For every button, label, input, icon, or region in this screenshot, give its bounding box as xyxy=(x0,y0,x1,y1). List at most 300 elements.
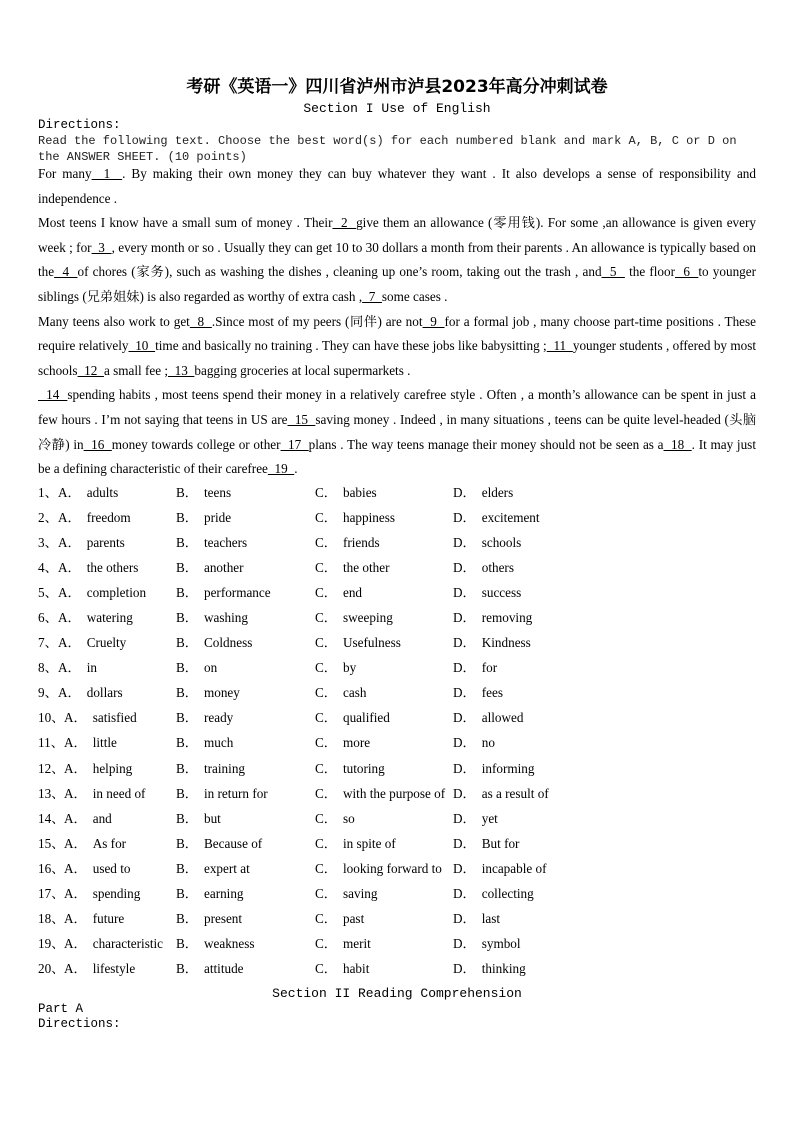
option-a xyxy=(38,655,97,680)
page-title: 考研《英语一》四川省泸州市泸县2023年高分冲刺试卷 xyxy=(186,77,608,97)
question-row xyxy=(38,831,758,856)
option-c xyxy=(315,906,364,931)
question-row xyxy=(38,630,758,655)
option-letter: D． xyxy=(453,760,476,776)
option-a xyxy=(38,705,137,730)
option-letter: B． xyxy=(176,660,198,676)
passage-paragraph xyxy=(38,211,756,309)
option-letter: A． xyxy=(64,860,87,876)
option-text: fees xyxy=(481,685,503,701)
option-b xyxy=(176,505,231,530)
option-a xyxy=(38,730,117,755)
option-text: friends xyxy=(342,535,380,551)
option-d xyxy=(453,881,534,906)
option-text: used to xyxy=(92,860,131,876)
option-d xyxy=(453,630,531,655)
option-letter: A． xyxy=(58,560,81,576)
option-text: the other xyxy=(342,560,390,576)
option-letter: B． xyxy=(176,960,198,976)
numbered-blank: 11 xyxy=(546,338,573,354)
option-text: qualified xyxy=(342,710,390,726)
option-text: collecting xyxy=(481,885,534,901)
option-text: teens xyxy=(203,485,232,500)
option-d xyxy=(453,555,514,580)
option-text: in return for xyxy=(203,785,268,801)
option-d xyxy=(453,756,534,781)
option-b xyxy=(176,680,240,705)
option-text: present xyxy=(203,910,243,926)
option-b xyxy=(176,956,244,981)
option-text: end xyxy=(342,585,363,601)
option-a xyxy=(38,605,133,630)
option-text: in spite of xyxy=(342,835,396,851)
numbered-blank: 6 xyxy=(675,264,699,280)
option-text: and xyxy=(92,810,112,826)
option-b xyxy=(176,856,250,881)
passage-text: . xyxy=(294,461,298,477)
question-row xyxy=(38,555,758,580)
option-d xyxy=(453,580,521,605)
question-number: 16、 xyxy=(38,860,65,876)
option-d xyxy=(453,781,549,806)
option-c xyxy=(315,781,445,806)
option-text: sweeping xyxy=(342,610,393,626)
numbered-blank: 17 xyxy=(280,436,309,452)
option-text: for xyxy=(481,660,498,676)
option-letter: D． xyxy=(453,710,476,726)
option-letter: C． xyxy=(315,885,337,901)
option-a xyxy=(38,480,118,505)
option-c xyxy=(315,831,396,856)
numbered-blank: 8 xyxy=(189,313,212,329)
section1-heading: Section I Use of English xyxy=(303,101,491,116)
option-text: incapable of xyxy=(481,860,547,876)
part-a-label: Part A xyxy=(38,1002,84,1016)
option-text: adults xyxy=(86,485,119,500)
option-letter: A． xyxy=(58,685,81,701)
option-letter: A． xyxy=(64,760,87,776)
option-text: lifestyle xyxy=(92,960,136,976)
option-letter: B． xyxy=(176,735,198,751)
option-letter: A． xyxy=(64,935,87,951)
passage-text: money towards college or other xyxy=(111,436,281,452)
option-letter: A． xyxy=(64,810,87,826)
option-text: tutoring xyxy=(342,760,385,776)
question-number: 17、 xyxy=(38,885,65,901)
passage-text: the floor xyxy=(624,264,676,280)
option-text: helping xyxy=(92,760,133,776)
option-letter: C． xyxy=(315,785,337,801)
option-letter: C． xyxy=(315,835,337,851)
numbered-blank: 16 xyxy=(83,436,112,452)
option-letter: C． xyxy=(315,685,337,701)
option-letter: B． xyxy=(176,710,198,726)
option-letter: C． xyxy=(315,935,337,951)
option-letter: D． xyxy=(453,585,476,601)
passage-text: .Since most of my peers (同伴) are not xyxy=(211,313,423,329)
question-row xyxy=(38,856,758,881)
option-letter: B． xyxy=(176,535,198,551)
passage-text: some cases . xyxy=(381,288,448,304)
option-d xyxy=(453,505,540,530)
option-letter: D． xyxy=(453,885,476,901)
question-row xyxy=(38,680,758,705)
option-b xyxy=(176,705,233,730)
passage-text: give them an allowance (零用钱). For some ,an allowance is given every week ; for xyxy=(38,215,756,255)
option-d xyxy=(453,931,521,956)
passage-text: Many teens also work to get xyxy=(38,313,190,329)
option-letter: A． xyxy=(58,510,81,526)
option-letter: D． xyxy=(453,835,476,851)
option-a xyxy=(38,555,138,580)
question-number: 11、 xyxy=(38,735,64,751)
option-letter: B． xyxy=(176,760,198,776)
question-row xyxy=(38,480,758,505)
option-c xyxy=(315,705,390,730)
option-b xyxy=(176,756,245,781)
option-text: the others xyxy=(86,560,139,576)
option-letter: C． xyxy=(315,660,337,676)
option-letter: B． xyxy=(176,510,198,526)
option-letter: A． xyxy=(64,885,87,901)
option-text: more xyxy=(342,735,371,751)
option-c xyxy=(315,756,385,781)
option-text: money xyxy=(203,685,240,701)
option-letter: B． xyxy=(176,485,198,500)
option-letter: B． xyxy=(176,635,198,651)
option-c xyxy=(315,730,370,755)
option-d xyxy=(453,856,547,881)
option-text: thinking xyxy=(481,960,526,976)
option-letter: A． xyxy=(58,635,81,651)
question-row xyxy=(38,705,758,730)
option-b xyxy=(176,931,255,956)
option-a xyxy=(38,680,123,705)
option-text: performance xyxy=(203,585,271,601)
option-text: earning xyxy=(203,885,244,901)
option-letter: C． xyxy=(315,735,337,751)
question-row xyxy=(38,931,758,956)
option-d xyxy=(453,605,532,630)
option-letter: D． xyxy=(453,660,476,676)
question-number: 20、 xyxy=(38,960,65,976)
option-a xyxy=(38,831,126,856)
option-b xyxy=(176,530,247,555)
numbered-blank: 3 xyxy=(91,239,112,255)
question-row xyxy=(38,730,758,755)
cloze-passage xyxy=(38,162,756,482)
option-letter: B． xyxy=(176,860,198,876)
numbered-blank: 9 xyxy=(422,313,445,329)
option-letter: C． xyxy=(315,760,337,776)
option-letter: C． xyxy=(315,535,337,551)
option-a xyxy=(38,781,145,806)
option-text: looking forward to xyxy=(342,860,442,876)
option-text: future xyxy=(92,910,125,926)
option-text: parents xyxy=(86,535,125,551)
option-text: Because of xyxy=(203,835,263,851)
option-text: as a result of xyxy=(481,785,549,801)
question-number: 4、 xyxy=(38,560,58,576)
option-letter: A． xyxy=(64,710,87,726)
option-b xyxy=(176,605,248,630)
option-text: so xyxy=(342,810,355,826)
option-text: but xyxy=(203,810,221,826)
option-letter: D． xyxy=(453,535,476,551)
option-d xyxy=(453,806,498,831)
option-letter: C． xyxy=(315,560,337,576)
question-number: 1、 xyxy=(38,485,58,500)
option-letter: C． xyxy=(315,610,337,626)
option-b xyxy=(176,655,217,680)
option-c xyxy=(315,806,355,831)
option-c xyxy=(315,580,362,605)
option-letter: A． xyxy=(64,960,87,976)
question-number: 19、 xyxy=(38,935,65,951)
option-letter: A． xyxy=(58,660,81,676)
option-letter: B． xyxy=(176,885,198,901)
option-letter: D． xyxy=(453,560,476,576)
option-d xyxy=(453,480,513,505)
section2-heading: Section II Reading Comprehension xyxy=(272,986,522,1001)
passage-text: younger students , offered by most schools xyxy=(38,338,757,378)
option-text: success xyxy=(481,585,522,601)
option-text: freedom xyxy=(86,510,131,526)
option-letter: B． xyxy=(176,835,198,851)
passage-text: bagging groceries at local supermarkets . xyxy=(194,362,411,378)
question-row xyxy=(38,505,758,530)
option-text: happiness xyxy=(342,510,395,526)
passage-text: spending habits , most teens spend their money in a relatively carefree style . Often , a month’s allowance can be spent in just a few hours . I’m not saying that teens in US are xyxy=(38,387,756,427)
option-text: by xyxy=(342,660,357,676)
numbered-blank: 7 xyxy=(362,288,382,304)
option-letter: A． xyxy=(58,610,81,626)
option-b xyxy=(176,906,242,931)
question-row xyxy=(38,956,758,981)
option-letter: A． xyxy=(58,535,81,551)
option-text: Kindness xyxy=(481,635,531,651)
question-row xyxy=(38,756,758,781)
option-text: others xyxy=(481,560,514,576)
numbered-blank: 4 xyxy=(54,264,78,280)
question-number: 6、 xyxy=(38,610,58,626)
option-text: cash xyxy=(342,685,367,701)
option-letter: B． xyxy=(176,585,198,601)
option-b xyxy=(176,806,221,831)
option-letter: D． xyxy=(453,910,476,926)
option-letter: B． xyxy=(176,935,198,951)
option-c xyxy=(315,956,369,981)
option-letter: B． xyxy=(176,610,198,626)
option-text: no xyxy=(481,735,495,751)
option-letter: A． xyxy=(64,835,87,851)
option-letter: D． xyxy=(453,510,476,526)
numbered-blank: 19 xyxy=(267,461,295,477)
option-d xyxy=(453,906,500,931)
option-letter: A． xyxy=(58,585,81,601)
option-letter: D． xyxy=(453,610,476,626)
passage-text: Most teens I know have a small sum of money . Their xyxy=(38,215,333,231)
option-a xyxy=(38,505,131,530)
option-letter: D． xyxy=(453,485,476,500)
option-b xyxy=(176,630,252,655)
option-d xyxy=(453,730,495,755)
option-text: satisfied xyxy=(92,710,137,726)
option-d xyxy=(453,680,503,705)
option-c xyxy=(315,931,371,956)
passage-paragraph xyxy=(38,310,756,384)
option-letter: D． xyxy=(453,935,476,951)
question-number: 5、 xyxy=(38,585,58,601)
option-text: attitude xyxy=(203,960,244,976)
option-text: expert at xyxy=(203,860,250,876)
option-text: dollars xyxy=(86,685,123,701)
directions-text: Read the following text. Choose the best word(s) for each numbered blank and mark A, B, C or D on the ANSWER SHEET. (10 points) xyxy=(38,134,737,164)
option-text: informing xyxy=(481,760,535,776)
question-number: 10、 xyxy=(38,710,65,726)
option-letter: B． xyxy=(176,910,198,926)
option-text: Cruelty xyxy=(86,635,127,651)
numbered-blank: 1 xyxy=(91,166,123,181)
option-text: last xyxy=(481,910,501,926)
passage-paragraph xyxy=(38,383,756,481)
option-text: characteristic xyxy=(92,935,164,951)
option-b xyxy=(176,730,233,755)
option-text: babies xyxy=(342,485,377,500)
option-c xyxy=(315,655,356,680)
question-row xyxy=(38,605,758,630)
option-c xyxy=(315,555,390,580)
option-letter: D． xyxy=(453,735,476,751)
option-letter: D． xyxy=(453,960,476,976)
option-c xyxy=(315,530,380,555)
question-number: 8、 xyxy=(38,660,58,676)
option-text: excitement xyxy=(481,510,540,526)
option-c xyxy=(315,881,377,906)
directions-label: Directions: xyxy=(38,118,121,132)
option-letter: C． xyxy=(315,710,337,726)
option-text: allowed xyxy=(481,710,524,726)
option-b xyxy=(176,580,271,605)
passage-text: plans . The way teens manage their money should not be seen as a xyxy=(308,436,664,452)
question-number: 7、 xyxy=(38,635,58,651)
question-number: 13、 xyxy=(38,785,65,801)
numbered-blank: 14 xyxy=(38,387,68,403)
option-text: yet xyxy=(481,810,498,826)
section2-directions-label: Directions: xyxy=(38,1017,121,1031)
option-c xyxy=(315,856,442,881)
option-text: Usefulness xyxy=(342,635,401,651)
option-letter: D． xyxy=(453,860,476,876)
option-text: But for xyxy=(481,835,520,851)
option-text: weakness xyxy=(203,935,255,951)
question-number: 3、 xyxy=(38,535,58,551)
option-text: another xyxy=(203,560,244,576)
question-number: 12、 xyxy=(38,760,65,776)
numbered-blank: 18 xyxy=(663,436,692,452)
option-text: on xyxy=(203,660,218,676)
option-letter: C． xyxy=(315,585,337,601)
option-c xyxy=(315,505,395,530)
option-b xyxy=(176,831,262,856)
option-text: ready xyxy=(203,710,234,726)
option-letter: B． xyxy=(176,785,198,801)
question-number: 9、 xyxy=(38,685,58,701)
option-a xyxy=(38,931,163,956)
option-text: past xyxy=(342,910,365,926)
option-letter: D． xyxy=(453,785,476,801)
option-b xyxy=(176,881,244,906)
passage-text: of chores (家务), such as washing the dishes , cleaning up one’s room, taking out the trash , and xyxy=(77,264,602,280)
option-letter: A． xyxy=(64,735,87,751)
option-letter: C． xyxy=(315,810,337,826)
option-text: As for xyxy=(92,835,127,851)
passage-text: for a formal job , many choose part-time positions . These require relatively xyxy=(38,313,757,354)
question-row xyxy=(38,806,758,831)
option-text: symbol xyxy=(481,935,521,951)
option-text: schools xyxy=(481,535,522,551)
option-text: watering xyxy=(86,610,133,626)
option-text: spending xyxy=(92,885,141,901)
question-row xyxy=(38,781,758,806)
question-row xyxy=(38,655,758,680)
option-a xyxy=(38,630,126,655)
option-text: completion xyxy=(86,585,147,601)
numbered-blank: 2 xyxy=(332,215,357,231)
passage-text: , every month or so . Usually they can get 10 to 30 dollars a month from their parents . An allowance is typically based on the xyxy=(38,239,757,280)
option-d xyxy=(453,831,519,856)
question-row xyxy=(38,530,758,555)
option-letter: D． xyxy=(453,685,476,701)
option-letter: C． xyxy=(315,910,337,926)
option-letter: B． xyxy=(176,810,198,826)
option-text: pride xyxy=(203,510,232,526)
numbered-blank: 10 xyxy=(128,338,156,354)
option-text: in xyxy=(86,660,97,676)
option-letter: B． xyxy=(176,685,198,701)
option-letter: A． xyxy=(58,485,81,500)
option-c xyxy=(315,680,366,705)
option-a xyxy=(38,856,130,881)
option-c xyxy=(315,630,401,655)
option-a xyxy=(38,881,140,906)
option-letter: C． xyxy=(315,635,337,651)
option-letter: A． xyxy=(64,910,87,926)
option-b xyxy=(176,555,244,580)
option-letter: C． xyxy=(315,860,337,876)
option-text: with the purpose of xyxy=(342,785,446,801)
option-text: saving xyxy=(342,885,378,901)
option-text: habit xyxy=(342,960,370,976)
option-c xyxy=(315,480,377,505)
option-text: in need of xyxy=(92,785,146,801)
question-number: 18、 xyxy=(38,910,65,926)
question-number: 2、 xyxy=(38,510,58,526)
option-a xyxy=(38,906,124,931)
option-a xyxy=(38,530,125,555)
passage-text: to younger siblings (兄弟姐妹) is also regarded as worthy of extra cash , xyxy=(38,264,757,304)
option-b xyxy=(176,781,268,806)
numbered-blank: 15 xyxy=(287,411,316,427)
option-a xyxy=(38,806,112,831)
option-text: teachers xyxy=(203,535,248,551)
numbered-blank: 5 xyxy=(601,264,625,280)
question-options-list xyxy=(38,480,758,981)
question-row xyxy=(38,881,758,906)
passage-text: saving money . Indeed , in many situations , teens can be quite level-headed (头脑冷静) in xyxy=(38,411,757,452)
question-number: 14、 xyxy=(38,810,65,826)
option-letter: A． xyxy=(64,785,87,801)
